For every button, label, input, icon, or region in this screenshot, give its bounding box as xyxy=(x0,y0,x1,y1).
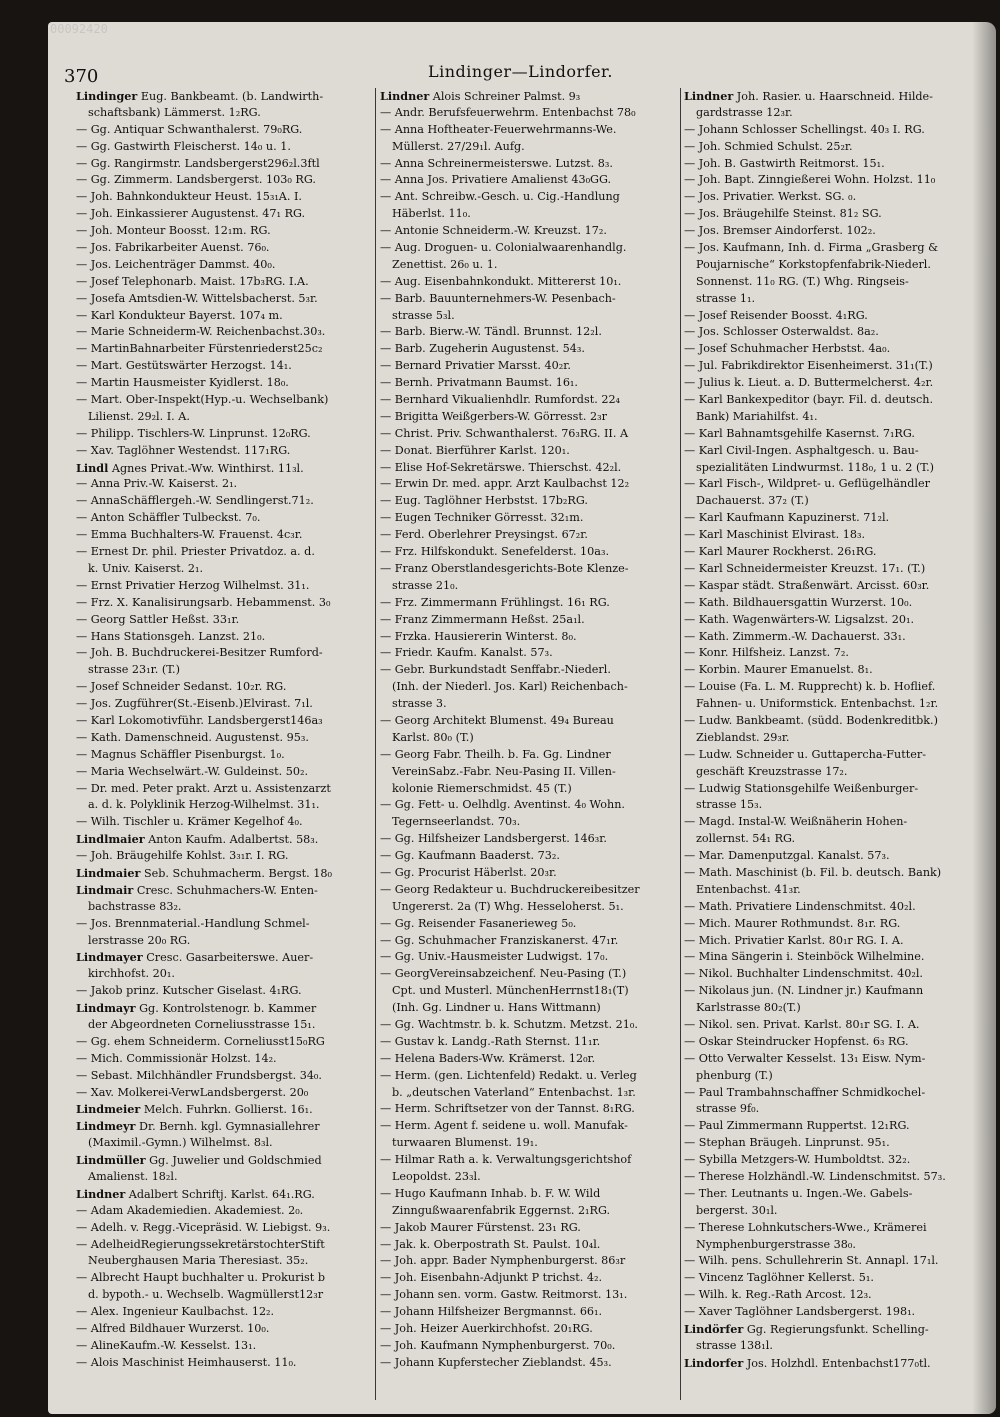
directory-entry: — Gg. Univ.-Hausmeister Ludwigst. 17₀. xyxy=(380,950,609,964)
surname: Lindner xyxy=(684,89,734,103)
directory-entry: — Karl Bankexpeditor (bayr. Fil. d. deutsch. xyxy=(684,393,934,407)
surname: Lindmeier xyxy=(76,1102,141,1117)
directory-entry-continuation: gardstrasse 12₃r. xyxy=(696,105,793,119)
directory-entry: — Georg Architekt Blumenst. 49₄ Bureau xyxy=(380,713,614,727)
directory-entry-head: Lindinger Eug. Bankbeamt. (b. Landwirth- xyxy=(76,89,324,103)
directory-entry: — Anton Schäffler Tulbeckst. 7₀. xyxy=(76,511,261,525)
directory-entry: — Karl Kondukteur Bayerst. 107₄ m. xyxy=(76,308,283,322)
directory-entry: — Otto Verwalter Kesselst. 13₁ Eisw. Nym- xyxy=(684,1051,926,1065)
directory-entry-continuation: strasse 138₁l. xyxy=(696,1338,773,1352)
directory-entry: — Sybilla Metzgers-W. Humboldtst. 32₂. xyxy=(684,1153,911,1167)
directory-entry: — Therese Lohnkutschers-Wwe., Krämerei xyxy=(684,1220,927,1234)
directory-entry: — Georg Redakteur u. Buchdruckereibesitzer xyxy=(380,882,640,896)
directory-entry-continuation: Müllerst. 27/29₁l. Aufg. xyxy=(392,139,525,153)
directory-entry-continuation: geschäft Kreuzstrasse 17₂. xyxy=(696,764,848,778)
directory-entry-continuation: strasse 1₁. xyxy=(696,291,756,305)
directory-entry-continuation: Karlstrasse 80₂(T.) xyxy=(696,1001,801,1015)
directory-entry: — Gg. Procurist Häberlst. 20₃r. xyxy=(380,865,557,879)
directory-entry: — Frz. Hilfskondukt. Senefelderst. 10a₃. xyxy=(380,545,610,559)
directory-entry: — Joh. Kaufmann Nymphenburgerst. 70₀. xyxy=(380,1338,616,1352)
running-head: Lindinger—Lindorfer. xyxy=(428,62,614,81)
directory-entry: — Bernard Privatier Marsst. 40₂r. xyxy=(380,359,571,373)
directory-entry: — Anna Priv.-W. Kaiserst. 2₁. xyxy=(76,477,238,491)
directory-entry-head: Lindmaier Seb. Schuhmacherm. Bergst. 18₀ xyxy=(76,865,332,880)
directory-entry: — Maria Wechselwärt.-W. Guldeinst. 50₂. xyxy=(76,764,309,778)
directory-entry: — Ernst Privatier Herzog Wilhelmst. 31₁. xyxy=(76,578,310,592)
directory-entry: — Helena Baders-Ww. Krämerst. 12₀r. xyxy=(380,1051,596,1065)
directory-entry: — Kath. Bildhauersgattin Wurzerst. 10₀. xyxy=(684,595,913,609)
directory-entry: — MartinBahnarbeiter Fürstenriederst25c₂ xyxy=(76,342,323,356)
directory-entry: — Albrecht Haupt buchhalter u. Prokurist b xyxy=(76,1271,326,1285)
directory-entry-continuation: (Inh. Gg. Lindner u. Hans Wittmann) xyxy=(392,1001,601,1015)
directory-entry: — Kath. Damenschneid. Augustenst. 95₃. xyxy=(76,730,309,744)
directory-entry: — Jos. Schlosser Osterwaldst. 8a₂. xyxy=(684,325,879,339)
directory-entry: — Ther. Leutnants u. Ingen.-We. Gabels- xyxy=(684,1186,913,1200)
directory-entry-continuation: VereinSabz.-Fabr. Neu-Pasing II. Villen- xyxy=(392,764,616,778)
directory-entry: — Hilmar Rath a. k. Verwaltungsgerichtshof xyxy=(380,1153,632,1167)
directory-entry: — Jakob Maurer Fürstenst. 23₁ RG. xyxy=(380,1220,581,1234)
directory-entry-continuation: Lilienst. 29₂l. I. A. xyxy=(88,409,190,423)
directory-entry: — Dr. med. Peter prakt. Arzt u. Assistenzarzt xyxy=(76,781,331,795)
directory-entry: — Marie Schneiderm-W. Reichenbachst.30₃. xyxy=(76,325,326,339)
directory-entry-continuation: Fahnen- u. Uniformstick. Entenbachst. 1₂r. xyxy=(696,697,939,711)
directory-entry: — Hans Stationsgeh. Lanzst. 21₀. xyxy=(76,629,266,643)
directory-entry-continuation: Leopoldst. 23₃l. xyxy=(392,1170,481,1183)
directory-entry: — Friedr. Kaufm. Kanalst. 57₃. xyxy=(380,646,553,660)
directory-entry: — AlineKaufm.-W. Kesselst. 13₁. xyxy=(76,1338,257,1352)
directory-entry-continuation: bachstrasse 83₂. xyxy=(88,899,182,913)
directory-entry: — Paul Trambahnschaffner Schmidkochel- xyxy=(684,1085,926,1099)
directory-entry: — Wilh. k. Reg.-Rath Arcost. 12₃. xyxy=(684,1288,872,1302)
directory-entry: — Gg. Gastwirth Fleischerst. 14₀ u. 1. xyxy=(76,139,291,153)
directory-entry-continuation: lerstrasse 20₀ RG. xyxy=(88,933,191,947)
directory-entry: — Ludw. Bankbeamt. (südd. Bodenkreditbk.) xyxy=(684,713,938,727)
directory-entry: — Ludw. Schneider u. Guttapercha-Futter- xyxy=(684,747,927,761)
directory-entry-continuation: b. „deutschen Vaterland“ Entenbachst. 1₃r. xyxy=(392,1085,636,1099)
directory-entry-continuation: phenburg (T.) xyxy=(696,1068,773,1082)
directory-entry: — Alfred Bildhauer Wurzerst. 10₀. xyxy=(76,1322,270,1336)
surname: Lindorfer xyxy=(684,1355,744,1370)
directory-entry: — Philipp. Tischlers-W. Linprunst. 12₀RG. xyxy=(76,426,311,440)
directory-entry-continuation: Cpt. und Musterl. MünchenHerrnst18₁(T) xyxy=(392,984,629,998)
directory-entry: — Xaver Taglöhner Landsbergerst. 198₁. xyxy=(684,1305,916,1319)
directory-entry-continuation: strasse 3. xyxy=(392,697,447,711)
directory-entry-continuation: schaftsbank) Lämmerst. 1₂RG. xyxy=(88,105,261,119)
directory-entry: — Jakob prinz. Kutscher Giselast. 4₁RG. xyxy=(76,984,302,998)
surname: Lindner xyxy=(76,1186,126,1201)
directory-entry: — Herm. (gen. Lichtenfeld) Redakt. u. Verleg xyxy=(380,1068,637,1082)
directory-entry: — Johann Hilfsheizer Bergmannst. 66₁. xyxy=(380,1305,603,1319)
directory-entry: — Jul. Fabrikdirektor Eisenheimerst. 31₁(T.) xyxy=(684,359,933,373)
directory-entry-continuation: Häberlst. 11₀. xyxy=(392,207,471,221)
directory-entry-continuation: turwaaren Blumenst. 19₁. xyxy=(392,1136,538,1150)
directory-entry: — Adam Akademiedien. Akademiest. 2₀. xyxy=(76,1203,304,1217)
directory-entry: — Georg Fabr. Theilh. b. Fa. Gg. Lindner xyxy=(380,747,611,761)
directory-entry: — Johann Schlosser Schellingst. 40₃ I. RG. xyxy=(684,122,925,136)
directory-entry: — Jos. Privatier. Werkst. SG. ₀. xyxy=(684,190,857,204)
directory-entry-continuation: Tegernseerlandst. 70₃. xyxy=(392,815,521,829)
directory-entry-continuation: Poujarnische“ Korkstopfenfabrik-Niederl. xyxy=(696,257,931,271)
directory-entry: — Joh. Heizer Auerkirchhofst. 20₁RG. xyxy=(380,1322,593,1336)
directory-entry: — Jos. Bräugehilfe Steinst. 81₂ SG. xyxy=(684,207,882,221)
directory-entry-continuation: Bank) Mariahilfst. 4₁. xyxy=(696,409,818,423)
directory-entry: — Sebast. Milchhändler Frundsbergst. 34₀. xyxy=(76,1068,322,1082)
directory-entry: — Konr. Hilfsheiz. Lanzst. 7₂. xyxy=(684,646,849,660)
directory-entry-continuation: kolonie Riemerschmidst. 45 (T.) xyxy=(392,781,572,795)
directory-entry: — Martin Hausmeister Kyidlerst. 18₀. xyxy=(76,376,289,390)
directory-entry: — Jak. k. Oberpostrath St. Paulst. 10₄l. xyxy=(380,1237,601,1251)
directory-entry: — Herm. Agent f. seidene u. woll. Manufak- xyxy=(380,1119,628,1133)
directory-entry: — Joh. B. Gastwirth Reitmorst. 15₁. xyxy=(684,156,885,170)
directory-entry: — Joh. Eisenbahn-Adjunkt P trichst. 4₂. xyxy=(380,1271,603,1285)
directory-entry: — Aug. Droguen- u. Colonialwaarenhandlg. xyxy=(380,241,627,255)
directory-entry: — Jos. Fabrikarbeiter Auenst. 76₀. xyxy=(76,241,270,255)
directory-entry: — Julius k. Lieut. a. D. Buttermelcherst. 4₂r. xyxy=(684,376,934,390)
directory-entry: — Christ. Priv. Schwanthalerst. 76₃RG. II. A xyxy=(380,426,629,440)
surname: Lindmaier xyxy=(76,865,141,880)
directory-entry: — Frz. X. Kanalisirungsarb. Hebammenst. 3₀ xyxy=(76,595,331,609)
directory-entry: — Eug. Taglöhner Herbstst. 17b₂RG. xyxy=(380,494,588,508)
directory-entry: — Josef Schuhmacher Herbstst. 4a₀. xyxy=(684,342,891,356)
directory-entry-continuation: (Inh. der Niederl. Jos. Karl) Reichenbach- xyxy=(392,680,628,694)
directory-entry: — Joh. Bräugehilfe Kohlst. 3₃₁r. I. RG. xyxy=(76,849,289,863)
directory-entry-head: Lindmeier Melch. Fuhrkn. Gollierst. 16₁. xyxy=(76,1102,313,1117)
directory-entry: — Math. Privatiere Lindenschmitst. 40₂l. xyxy=(684,899,916,913)
directory-entry: — Kath. Wagenwärters-W. Ligsalzst. 20₁. xyxy=(684,612,915,626)
directory-entry-continuation: Karlst. 80₀ (T.) xyxy=(392,730,474,744)
directory-entry: — Jos. Kaufmann, Inh. d. Firma „Grasberg & xyxy=(684,241,939,255)
directory-entry: — Gg. ehem Schneiderm. Corneliusst15₀RG xyxy=(76,1034,325,1048)
directory-entry-head: Lindörfer Gg. Regierungsfunkt. Schelling- xyxy=(684,1322,929,1337)
directory-entry: — Joh. Schmied Schulst. 25₂r. xyxy=(684,139,853,153)
directory-entry-head: Lindl Agnes Privat.-Ww. Winthirst. 11₃l. xyxy=(76,460,304,475)
directory-entry-head: Lindmüller Gg. Juwelier und Goldschmied xyxy=(76,1153,322,1168)
directory-entry: — Hugo Kaufmann Inhab. b. F. W. Wild xyxy=(380,1186,601,1200)
directory-entry: — Eugen Techniker Görresst. 32₁m. xyxy=(380,511,584,525)
directory-entry-head: Lindlmaier Anton Kaufm. Adalbertst. 58₃. xyxy=(76,832,319,847)
page-edge-shadow xyxy=(972,22,996,1414)
directory-entry: — Ernest Dr. phil. Priester Privatdoz. a. d. xyxy=(76,545,315,559)
directory-entry: — Magd. Instal-W. Weißnäherin Hohen- xyxy=(684,815,908,829)
directory-entry-continuation: Neuberghausen Maria Theresiast. 35₂. xyxy=(88,1254,309,1268)
directory-entry: — Kath. Zimmerm.-W. Dachauerst. 33₁. xyxy=(684,629,906,643)
directory-entry-continuation: (Maximil.-Gymn.) Wilhelmst. 8₃l. xyxy=(88,1136,273,1150)
surname: Lindinger xyxy=(76,89,138,103)
directory-entry-continuation: strasse 5₃l. xyxy=(392,308,455,322)
directory-entry: — Karl Lokomotivführ. Landsbergerst146a₃ xyxy=(76,713,323,727)
directory-entry: — Alex. Ingenieur Kaulbachst. 12₂. xyxy=(76,1305,275,1319)
directory-entry-head: Lindner Alois Schreiner Palmst. 9₃ xyxy=(380,89,581,103)
page-number: 370 xyxy=(64,66,99,87)
directory-entry: — Joh. Monteur Boosst. 12₁m. RG. xyxy=(76,224,271,238)
column-1 xyxy=(76,88,376,1372)
directory-entry: — Magnus Schäffler Pisenburgst. 1₀. xyxy=(76,747,285,761)
directory-entry: — Wilh. pens. Schullehrerin St. Annapl. 17₁l. xyxy=(684,1254,939,1268)
surname: Lindmüller xyxy=(76,1153,146,1168)
directory-entry: — Paul Zimmermann Ruppertst. 12₁RG. xyxy=(684,1119,910,1133)
directory-entry: — Karl Maschinist Elvirast. 18₃. xyxy=(684,528,866,542)
surname: Lindörfer xyxy=(684,1322,744,1337)
directory-entry-continuation: strasse 15₃. xyxy=(696,798,763,812)
directory-entry: — Adelh. v. Regg.-Vicepräsid. W. Liebigst. 9₃. xyxy=(76,1220,331,1234)
directory-entry: — AdelheidRegierungssekretärstochterStift xyxy=(76,1237,325,1251)
directory-entry: — Frzka. Hausiererin Winterst. 8₀. xyxy=(380,629,577,643)
directory-entry-head: Lindner Adalbert Schriftj. Karlst. 64₁.RG. xyxy=(76,1186,315,1201)
directory-entry: — Georg Sattler Heßst. 33₁r. xyxy=(76,612,240,626)
directory-entry: — Therese Holzhändl.-W. Lindenschmitst. 57₃. xyxy=(684,1170,946,1183)
directory-entry: — Brigitta Weißgerbers-W. Görresst. 2₃r xyxy=(380,409,607,423)
directory-entry: — Gg. Wachtmstr. b. k. Schutzm. Metzst. 21₀. xyxy=(380,1017,638,1031)
directory-entry: — Erwin Dr. med. appr. Arzt Kaulbachst 12₂ xyxy=(380,477,630,491)
directory-entry-continuation: zollernst. 54₁ RG. xyxy=(696,832,796,846)
directory-entry: — Karl Fisch-, Wildpret- u. Geflügelhändler xyxy=(684,477,930,491)
directory-entry: — Gg. Antiquar Schwanthalerst. 79₀RG. xyxy=(76,122,303,136)
directory-entry-head: Lindmeyr Dr. Bernh. kgl. Gymnasiallehrer xyxy=(76,1119,320,1134)
directory-entry: — Jos. Brennmaterial.-Handlung Schmel- xyxy=(76,916,310,930)
directory-entry-continuation: Zenettist. 26₀ u. 1. xyxy=(392,257,498,271)
directory-entry: — Ant. Schreibw.-Gesch. u. Cig.-Handlung xyxy=(380,190,620,204)
directory-entry: — Karl Kaufmann Kapuzinerst. 71₂l. xyxy=(684,511,890,525)
directory-entry-continuation: Zieblandst. 29₃r. xyxy=(696,730,790,744)
directory-entry: — Josef Schneider Sedanst. 10₂r. RG. xyxy=(76,680,287,694)
directory-entry: — Barb. Zugeherin Augustenst. 54₃. xyxy=(380,342,585,356)
directory-entry: — Frz. Zimmermann Frühlingst. 16₁ RG. xyxy=(380,595,610,609)
directory-entry: — Joh. appr. Bader Nymphenburgerst. 86₃r xyxy=(380,1254,626,1268)
directory-entry-head: Lindmayer Cresc. Gasarbeiterswe. Auer- xyxy=(76,950,314,965)
directory-entry-continuation: Nymphenburgerstrasse 38₀. xyxy=(696,1237,856,1251)
directory-entry: — Anna Hoftheater-Feuerwehrmanns-We. xyxy=(380,122,617,136)
surname: Lindmair xyxy=(76,882,134,897)
directory-entry: — Xav. Taglöhner Westendst. 117₁RG. xyxy=(76,443,291,457)
directory-entry: — Xav. Molkerei-VerwLandsbergerst. 20₀ xyxy=(76,1085,309,1099)
surname: Lindner xyxy=(380,89,430,103)
surname: Lindl xyxy=(76,460,109,475)
directory-entry: — Jos. Zugführer(St.-Eisenb.)Elvirast. 7₁l. xyxy=(76,697,313,711)
directory-entry-continuation: k. Univ. Kaiserst. 2₁. xyxy=(88,561,204,575)
surname: Lindmayr xyxy=(76,1001,136,1016)
directory-entry: — Johann Kupferstecher Zieblandst. 45₃. xyxy=(380,1355,612,1369)
directory-entry-continuation: Dachauerst. 37₂ (T.) xyxy=(696,494,809,508)
directory-entry: — Aug. Eisenbahnkondukt. Mittererst 10₁. xyxy=(380,274,622,288)
directory-entry-continuation: Ungererst. 2a (T) Whg. Hesseloherst. 5₁. xyxy=(392,899,624,913)
directory-entry: — Mart. Gestütswärter Herzogst. 14₁. xyxy=(76,359,292,373)
directory-entry-continuation: strasse 21₀. xyxy=(392,578,459,592)
directory-entry-continuation: spezialitäten Lindwurmst. 118₀, 1 u. 2 (T.) xyxy=(696,460,935,474)
directory-entry: — Herm. Schriftsetzer von der Tannst. 8₁RG. xyxy=(380,1102,635,1116)
surname: Lindmeyr xyxy=(76,1119,136,1134)
directory-entry: — Ferd. Oberlehrer Preysingst. 67₂r. xyxy=(380,528,588,542)
column-2 xyxy=(380,88,680,1372)
directory-entry: — Mich. Privatier Karlst. 80₁r RG. I. A. xyxy=(684,933,904,947)
directory-entry: — Franz Oberstlandesgerichts-Bote Klenze- xyxy=(380,561,629,575)
directory-entry: — Josefa Amtsdien-W. Wittelsbacherst. 5₃r. xyxy=(76,291,318,305)
directory-entry: — Elise Hof-Sekretärswe. Thierschst. 42₂l. xyxy=(380,460,622,474)
directory-entry: — Mart. Ober-Inspekt(Hyp.-u. Wechselbank) xyxy=(76,393,329,407)
directory-entry: — Gg. Fett- u. Oelhdlg. Aventinst. 4₀ Wohn. xyxy=(380,798,625,812)
directory-entry: — Joh. Bahnkondukteur Heust. 15₃₁A. I. xyxy=(76,190,302,204)
directory-entry-continuation: strasse 23₁r. (T.) xyxy=(88,663,180,677)
directory-entry: — Mina Sängerin i. Steinböck Wilhelmine. xyxy=(684,950,925,964)
directory-entry: — Karl Schneidermeister Kreuzst. 17₁. (T.) xyxy=(684,561,926,575)
directory-entry: — GeorgVereinsabzeichenf. Neu-Pasing (T.) xyxy=(380,967,627,981)
directory-entry-continuation: Sonnenst. 11₀ RG. (T.) Whg. Ringseis- xyxy=(696,274,909,288)
directory-entry: — Josef Reisender Boosst. 4₁RG. xyxy=(684,308,868,322)
directory-entry-continuation: Zinngußwaarenfabrik Eggernst. 2₁RG. xyxy=(392,1203,611,1217)
directory-entry: — Anna Schreinermeisterswe. Lutzst. 8₃. xyxy=(380,156,613,170)
directory-entry: — Gg. Rangirmstr. Landsbergerst296₂l.3ftl xyxy=(76,156,320,170)
directory-entry: — AnnaSchäfflergeh.-W. Sendlingerst.71₂. xyxy=(76,494,314,508)
column-3 xyxy=(684,88,984,1372)
directory-entry: — Gg. Zimmerm. Landsbergerst. 103₀ RG. xyxy=(76,173,316,187)
directory-entry: — Mich. Maurer Rothmundst. 8₁r. RG. xyxy=(684,916,901,930)
directory-entry-head: Lindmayr Gg. Kontrolstenogr. b. Kammer xyxy=(76,1001,317,1016)
directory-entry: — Ludwig Stationsgehilfe Weißenburger- xyxy=(684,781,919,795)
directory-entry: — Franz Zimmermann Heßst. 25a₁l. xyxy=(380,612,585,626)
directory-entry: — Joh. Bapt. Zinngießerei Wohn. Holzst. 11₀ xyxy=(684,173,936,187)
directory-entry-head: Lindorfer Jos. Holzhdl. Entenbachst177₀tl. xyxy=(684,1355,931,1370)
directory-entry: — Barb. Bierw.-W. Tändl. Brunnst. 12₂l. xyxy=(380,325,602,339)
directory-entry: — Karl Bahnamtsgehilfe Kasernst. 7₁RG. xyxy=(684,426,915,440)
directory-entry: — Math. Maschinist (b. Fil. b. deutsch. Bank) xyxy=(684,865,942,879)
directory-entry-continuation: bergerst. 30₁l. xyxy=(696,1203,778,1217)
directory-entry: — Joh. Einkassierer Augustenst. 47₁ RG. xyxy=(76,207,306,221)
directory-entry: — Karl Maurer Rockherst. 26₁RG. xyxy=(684,545,877,559)
directory-entry: — Barb. Bauunternehmers-W. Pesenbach- xyxy=(380,291,616,305)
directory-entry: — Mich. Commissionär Holzst. 14₂. xyxy=(76,1051,277,1065)
directory-entry: — Nikolaus jun. (N. Lindner jr.) Kaufmann xyxy=(684,984,924,998)
directory-entry: — Stephan Bräugeh. Linprunst. 95₁. xyxy=(684,1136,890,1150)
directory-entry: — Oskar Steindrucker Hopfenst. 6₃ RG. xyxy=(684,1034,909,1048)
directory-entry: — Nikol. sen. Privat. Karlst. 80₁r SG. I. A. xyxy=(684,1017,920,1031)
directory-entry: — Vincenz Taglöhner Kellerst. 5₁. xyxy=(684,1271,874,1285)
directory-entry: — Wilh. Tischler u. Krämer Kegelhof 4₀. xyxy=(76,815,303,829)
directory-entry: — Johann sen. vorm. Gastw. Reitmorst. 13₁. xyxy=(380,1288,628,1302)
surname: Lindlmaier xyxy=(76,832,145,847)
directory-page xyxy=(48,22,996,1414)
directory-entry-continuation: Amalienst. 18₂l. xyxy=(88,1170,178,1183)
scan-id: 00092420 xyxy=(50,22,108,36)
directory-entry: — Korbin. Maurer Emanuelst. 8₁. xyxy=(684,663,873,677)
directory-entry: — Bernh. Privatmann Baumst. 16₁. xyxy=(380,376,578,390)
directory-entry-continuation: kirchhofst. 20₁. xyxy=(88,967,175,981)
directory-entry: — Jos. Leichenträger Dammst. 40₀. xyxy=(76,257,276,271)
directory-entry: — Karl Civil-Ingen. Asphaltgesch. u. Bau- xyxy=(684,443,919,457)
directory-entry-continuation: Entenbachst. 41₃r. xyxy=(696,882,801,896)
directory-entry: — Gg. Reisender Fasanerieweg 5₀. xyxy=(380,916,577,930)
directory-entry: — Louise (Fa. L. M. Rupprecht) k. b. Hoflief. xyxy=(684,680,936,694)
directory-entry: — Joh. B. Buchdruckerei-Besitzer Rumford- xyxy=(76,646,323,660)
column-rule xyxy=(680,88,681,1400)
directory-entry: — Gg. Hilfsheizer Landsbergerst. 146₃r. xyxy=(380,832,607,846)
directory-entry: — Kaspar städt. Straßenwärt. Arcisst. 60₃r. xyxy=(684,578,930,592)
directory-entry: — Josef Telephonarb. Maist. 17b₃RG. I.A. xyxy=(76,274,309,288)
directory-entry-continuation: strasse 9f₀. xyxy=(696,1102,760,1116)
directory-entry: — Andr. Berufsfeuerwehrm. Entenbachst 78₀ xyxy=(380,105,636,119)
directory-entry-head: Lindmair Cresc. Schuhmachers-W. Enten- xyxy=(76,882,318,897)
directory-entry-head: Lindner Joh. Rasier. u. Haarschneid. Hilde- xyxy=(684,89,933,103)
directory-entry-continuation: d. bypoth.- u. Wechselb. Wagmüllerst12₃r xyxy=(88,1288,324,1302)
directory-entry: — Gg. Kaufmann Baaderst. 73₂. xyxy=(380,849,560,863)
directory-entry: — Gebr. Burkundstadt Senffabr.-Niederl. xyxy=(380,663,611,677)
directory-entry: — Donat. Bierführer Karlst. 120₁. xyxy=(380,443,570,457)
directory-entry: — Antonie Schneiderm.-W. Kreuzst. 17₂. xyxy=(380,224,607,238)
directory-entry-continuation: a. d. k. Polyklinik Herzog-Wilhelmst. 31₁. xyxy=(88,798,320,812)
directory-entry-continuation: der Abgeordneten Corneliusstrasse 15₁. xyxy=(88,1017,316,1031)
directory-entry: — Anna Jos. Privatiere Amalienst 43₀GG. xyxy=(380,173,612,187)
directory-entry: — Alois Maschinist Heimhauserst. 11₀. xyxy=(76,1355,297,1369)
directory-entry: — Nikol. Buchhalter Lindenschmitst. 40₂l. xyxy=(684,967,923,981)
directory-entry: — Jos. Bremser Aindorferst. 102₂. xyxy=(684,224,876,238)
directory-entry: — Mar. Damenputzgal. Kanalst. 57₃. xyxy=(684,849,890,863)
directory-entry: — Gustav k. Landg.-Rath Sternst. 11₁r. xyxy=(380,1034,601,1048)
directory-entry: — Bernhard Vikualienhdlr. Rumfordst. 22₄ xyxy=(380,393,621,407)
directory-entry: — Emma Buchhalters-W. Frauenst. 4c₃r. xyxy=(76,528,303,542)
directory-entry: — Gg. Schuhmacher Franziskanerst. 47₁r. xyxy=(380,933,619,947)
surname: Lindmayer xyxy=(76,950,143,965)
